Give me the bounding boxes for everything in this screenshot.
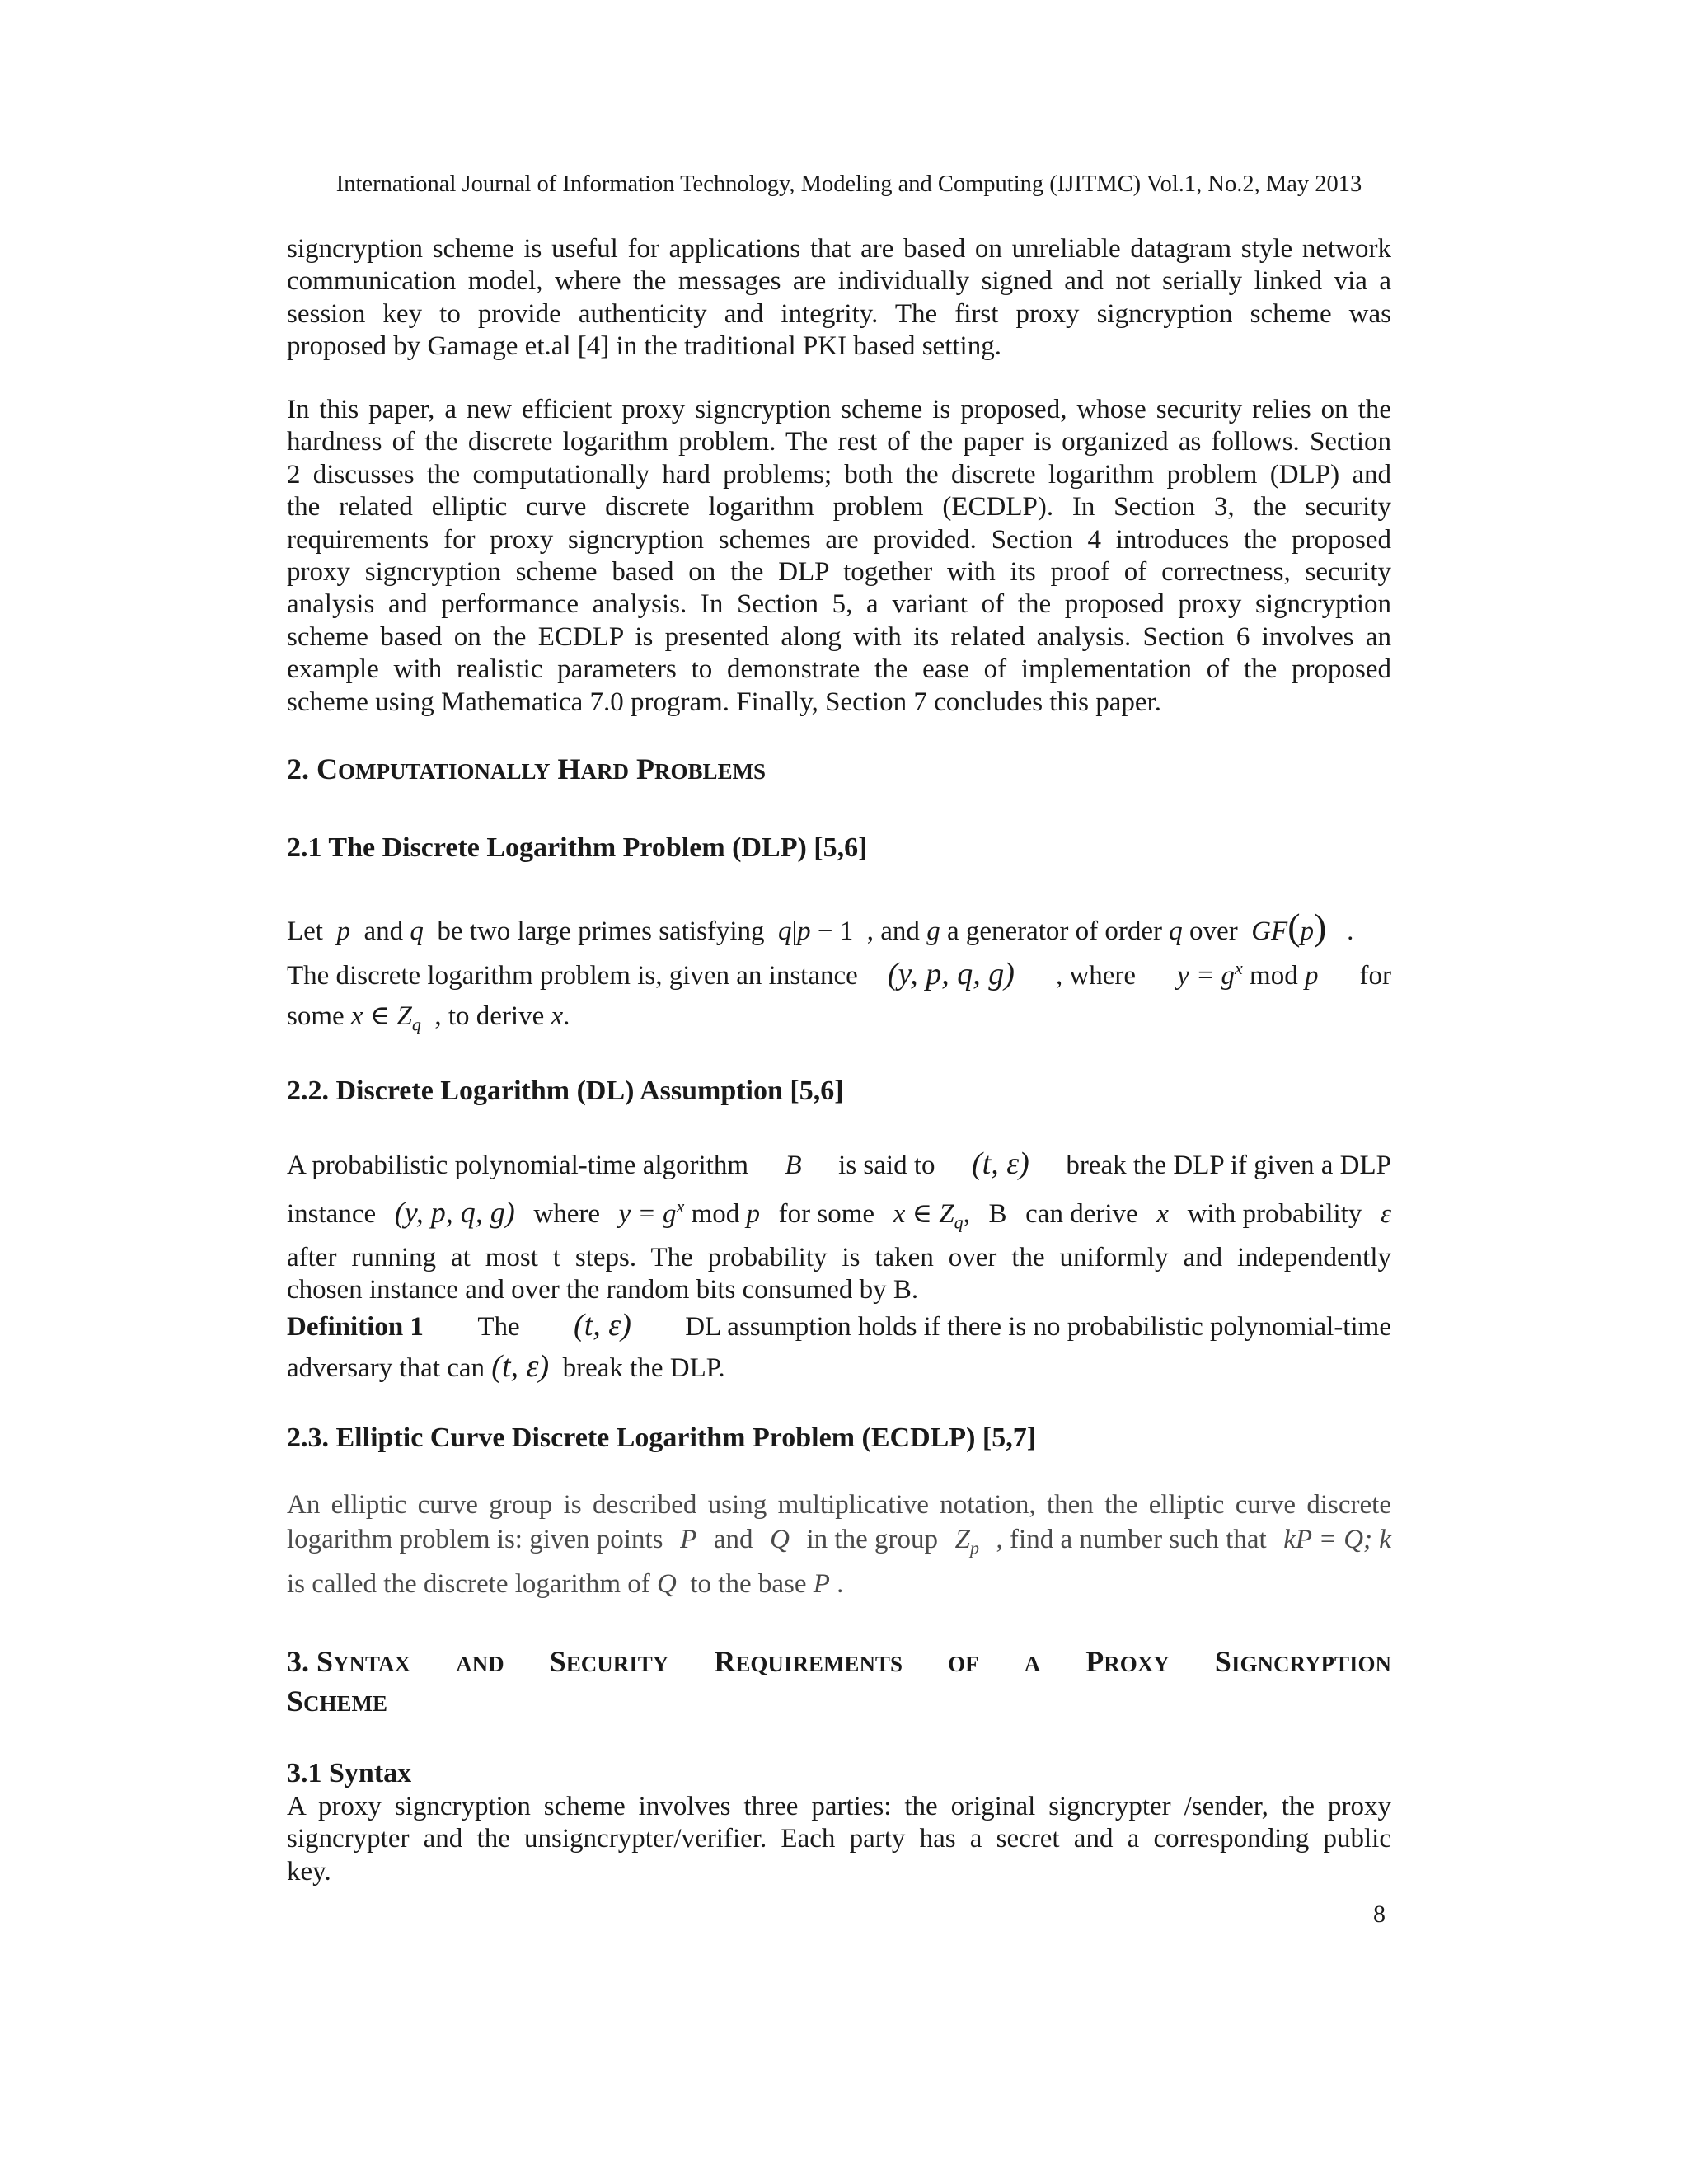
text: over bbox=[1189, 916, 1238, 946]
text: for bbox=[1359, 961, 1391, 991]
page-number: 8 bbox=[1373, 1900, 1386, 1928]
text-line: the related elliptic curve discrete logarithm problem (ECDLP). In Section 3, the security bbox=[287, 492, 1391, 523]
math-var: x bbox=[1156, 1199, 1169, 1229]
text: DL assumption holds if there is no probabilistic polynomial-time bbox=[685, 1312, 1391, 1342]
text-line: scheme based on the ECDLP is presented along with its related analysis. Section 6 involves an bbox=[287, 621, 1391, 652]
math-paren: ) bbox=[1314, 906, 1327, 948]
math-paren: ( bbox=[1287, 906, 1301, 948]
journal-header: International Journal of Information Technology, Modeling and Computing (IJITMC) Vol.1, No.2, May 2013 bbox=[335, 171, 1362, 197]
section-3-heading-cont bbox=[287, 1684, 387, 1718]
text: . bbox=[837, 1569, 844, 1599]
text: is called the discrete logarithm of bbox=[287, 1569, 650, 1599]
math-var: p bbox=[797, 916, 811, 946]
section-number: 3. bbox=[287, 1645, 309, 1678]
text: . bbox=[563, 1001, 570, 1031]
text: , find a number such that bbox=[996, 1525, 1267, 1554]
math-pair: (t, ε) bbox=[971, 1146, 1029, 1181]
text: , bbox=[963, 1199, 970, 1229]
intro-paragraph-2 bbox=[287, 394, 1391, 719]
heading-smallcaps: AND bbox=[456, 1652, 504, 1676]
text-line: requirements for proxy signcryption schemes are provided. Section 4 introduces the proposed bbox=[287, 524, 1391, 555]
heading-cap: S bbox=[549, 1645, 566, 1678]
math-var: g bbox=[926, 916, 940, 946]
math-var: ε bbox=[1380, 1199, 1391, 1229]
math-var: GF bbox=[1251, 916, 1288, 946]
text: be two large primes satisfying bbox=[437, 916, 765, 946]
subsection-2-3-heading: 2.3. Elliptic Curve Discrete Logarithm Problem (ECDLP) [5,7] bbox=[287, 1422, 1037, 1453]
subsection-2-2-heading: 2.2. Discrete Logarithm (DL) Assumption [5,6] bbox=[287, 1076, 844, 1106]
dl-line-1 bbox=[287, 1146, 1391, 1182]
text: The discrete logarithm problem is, given an instance bbox=[287, 961, 858, 991]
heading-smallcaps: ECURITY bbox=[565, 1652, 669, 1676]
math-op: mod bbox=[691, 1199, 740, 1229]
text-line: In this paper, a new efficient proxy signcryption scheme is proposed, whose security relies on the bbox=[287, 395, 1391, 424]
subsection-2-1-heading: 2.1 The Discrete Logarithm Problem (DLP) [5,6] bbox=[287, 832, 868, 863]
math-op: − 1 bbox=[810, 916, 854, 946]
dlp-line-2 bbox=[287, 956, 1391, 992]
intro-paragraph-1 bbox=[287, 233, 1391, 363]
math-instance: (y, p, q, g) bbox=[887, 957, 1015, 991]
heading-cap: P bbox=[629, 752, 655, 785]
text-line: chosen instance and over the random bits consumed by B. bbox=[287, 1275, 919, 1305]
math-var: p bbox=[746, 1199, 760, 1229]
text: some bbox=[287, 1001, 345, 1031]
text-line: key. bbox=[287, 1856, 331, 1886]
text-line: hardness of the discrete logarithm problem. The rest of the paper is organized as follows. Section bbox=[287, 427, 1391, 457]
subsection-3-1-heading: 3.1 Syntax bbox=[287, 1758, 412, 1788]
math-var: x bbox=[350, 1001, 363, 1031]
text: is said to bbox=[838, 1151, 935, 1180]
definition-label: Definition 1 bbox=[287, 1312, 424, 1342]
heading-cap: S bbox=[287, 1685, 304, 1718]
text: where bbox=[533, 1199, 600, 1229]
math-var: B bbox=[988, 1199, 1007, 1229]
text-line: after running at most t steps. The probability is taken over the uniformly and independently bbox=[287, 1243, 1391, 1272]
math-pair: (t, ε) bbox=[491, 1349, 550, 1384]
section-number: 2. bbox=[287, 752, 309, 785]
heading-smallcaps: CHEME bbox=[303, 1691, 388, 1716]
heading-smallcaps: ROBLEMS bbox=[654, 759, 767, 784]
ecdlp-line-2 bbox=[287, 1525, 1391, 1559]
math-var: B bbox=[785, 1151, 802, 1180]
heading-smallcaps: OF bbox=[948, 1652, 979, 1676]
dlp-line-3 bbox=[287, 999, 1391, 1036]
definition-1-cont bbox=[287, 1348, 1391, 1385]
text: in the group bbox=[806, 1525, 938, 1554]
math-var: Z bbox=[396, 1001, 412, 1031]
math-var: q bbox=[1169, 916, 1183, 946]
math-op: ∈ bbox=[363, 1001, 397, 1031]
text-line: example with realistic parameters to demonstrate the ease of implementation of the proposed bbox=[287, 654, 1391, 685]
text-line: signcrypter and the unsigncrypter/verifier. Each party has a secret and a corresponding public bbox=[287, 1824, 1391, 1854]
text: , to derive bbox=[434, 1001, 545, 1031]
text: instance bbox=[287, 1199, 377, 1229]
heading-smallcaps: IGNCRYPTION bbox=[1231, 1652, 1391, 1676]
text-line: analysis and performance analysis. In Section 5, a variant of the proposed proxy signcryption bbox=[287, 589, 1391, 620]
math-sub: q bbox=[411, 1014, 421, 1035]
dl-line-2 bbox=[287, 1195, 1391, 1234]
text-line: A proxy signcryption scheme involves three parties: the original signcrypter /sender, the proxy bbox=[287, 1792, 1391, 1821]
math-sub: q bbox=[954, 1212, 964, 1233]
math-op: | bbox=[791, 916, 798, 946]
text: a generator of order bbox=[946, 916, 1163, 946]
ecdlp-line-3 bbox=[287, 1569, 1391, 1600]
text: can derive bbox=[1025, 1199, 1138, 1229]
heading-smallcaps: ARD bbox=[580, 759, 630, 784]
heading-smallcaps: OMPUTATIONALLY bbox=[338, 759, 551, 784]
text: break the DLP if given a DLP bbox=[1066, 1151, 1391, 1180]
definition-1 bbox=[287, 1307, 1391, 1343]
text-line: session key to provide authenticity and integrity. The first proxy signcryption scheme was bbox=[287, 298, 1391, 329]
math-expr: y = g bbox=[618, 1199, 677, 1229]
math-sub: p bbox=[969, 1537, 979, 1558]
math-pair: (t, ε) bbox=[574, 1308, 631, 1343]
heading-cap: C bbox=[316, 752, 338, 785]
math-sup: x bbox=[1235, 958, 1243, 978]
text: A probabilistic polynomial-time algorithm bbox=[287, 1151, 749, 1180]
text: to the base bbox=[690, 1569, 807, 1599]
math-var: q bbox=[778, 916, 792, 946]
heading-smallcaps: YNTAX bbox=[333, 1652, 411, 1676]
math-expr: x ∈ Z bbox=[893, 1199, 954, 1229]
dlp-line-1 bbox=[287, 905, 1391, 949]
text: , and bbox=[866, 916, 920, 946]
heading-smallcaps: EQUIREMENTS bbox=[735, 1652, 903, 1676]
heading-cap: H bbox=[550, 752, 581, 785]
section-3-heading bbox=[287, 1644, 1391, 1679]
heading-cap: P bbox=[1085, 1645, 1104, 1678]
text: Let bbox=[287, 916, 323, 946]
math-sup: x bbox=[676, 1196, 685, 1216]
text: logarithm problem is: given points bbox=[287, 1525, 663, 1554]
ecdlp-line-1: An elliptic curve group is described using multiplicative notation, then the elliptic curve discrete bbox=[287, 1490, 1391, 1520]
heading-smallcaps: ROXY bbox=[1104, 1652, 1170, 1676]
text: with probability bbox=[1187, 1199, 1362, 1229]
math-var: Z bbox=[954, 1525, 970, 1554]
text-line: proposed by Gamage et.al [4] in the traditional PKI based setting. bbox=[287, 331, 1001, 362]
math-expr: y = g bbox=[1177, 961, 1236, 991]
text-line: communication model, where the messages are individually signed and not serially linked via a bbox=[287, 266, 1391, 297]
math-var: Q bbox=[770, 1525, 790, 1554]
text: break the DLP. bbox=[562, 1353, 725, 1383]
text-line: scheme using Mathematica 7.0 program. Finally, Section 7 concludes this paper. bbox=[287, 687, 1161, 717]
math-var: x bbox=[551, 1001, 564, 1031]
text-line: 2 discusses the computationally hard problems; both the discrete logarithm problem (DLP) and bbox=[287, 459, 1391, 490]
math-var: P bbox=[813, 1569, 830, 1599]
heading-cap: R bbox=[714, 1645, 736, 1678]
math-instance: (y, p, q, g) bbox=[394, 1196, 515, 1229]
text: . bbox=[1347, 916, 1354, 946]
math-var: P bbox=[680, 1525, 697, 1554]
text-line: proxy signcryption scheme based on the DLP together with its proof of correctness, security bbox=[287, 557, 1391, 588]
heading-smallcaps: A bbox=[1024, 1652, 1041, 1676]
math-var: p bbox=[1300, 916, 1315, 946]
text: and bbox=[363, 916, 404, 946]
heading-cap: S bbox=[1214, 1645, 1231, 1678]
text: adversary that can bbox=[287, 1353, 485, 1383]
dl-paragraph bbox=[287, 1242, 1391, 1307]
text: and bbox=[713, 1525, 753, 1554]
section-2-heading bbox=[287, 752, 766, 786]
text: The bbox=[477, 1312, 520, 1342]
text: , where bbox=[1055, 961, 1137, 991]
heading-cap: S bbox=[316, 1645, 334, 1678]
math-expr: kP = Q; k bbox=[1283, 1525, 1391, 1554]
math-op: mod bbox=[1250, 961, 1298, 991]
math-var: Q bbox=[657, 1569, 677, 1599]
math-var: q bbox=[410, 916, 424, 946]
math-var: p bbox=[1304, 961, 1319, 991]
math-var: p bbox=[336, 916, 350, 946]
text: for some bbox=[778, 1199, 875, 1229]
syntax-paragraph bbox=[287, 1791, 1391, 1888]
text-line: signcryption scheme is useful for applications that are based on unreliable datagram style network bbox=[287, 234, 1391, 264]
